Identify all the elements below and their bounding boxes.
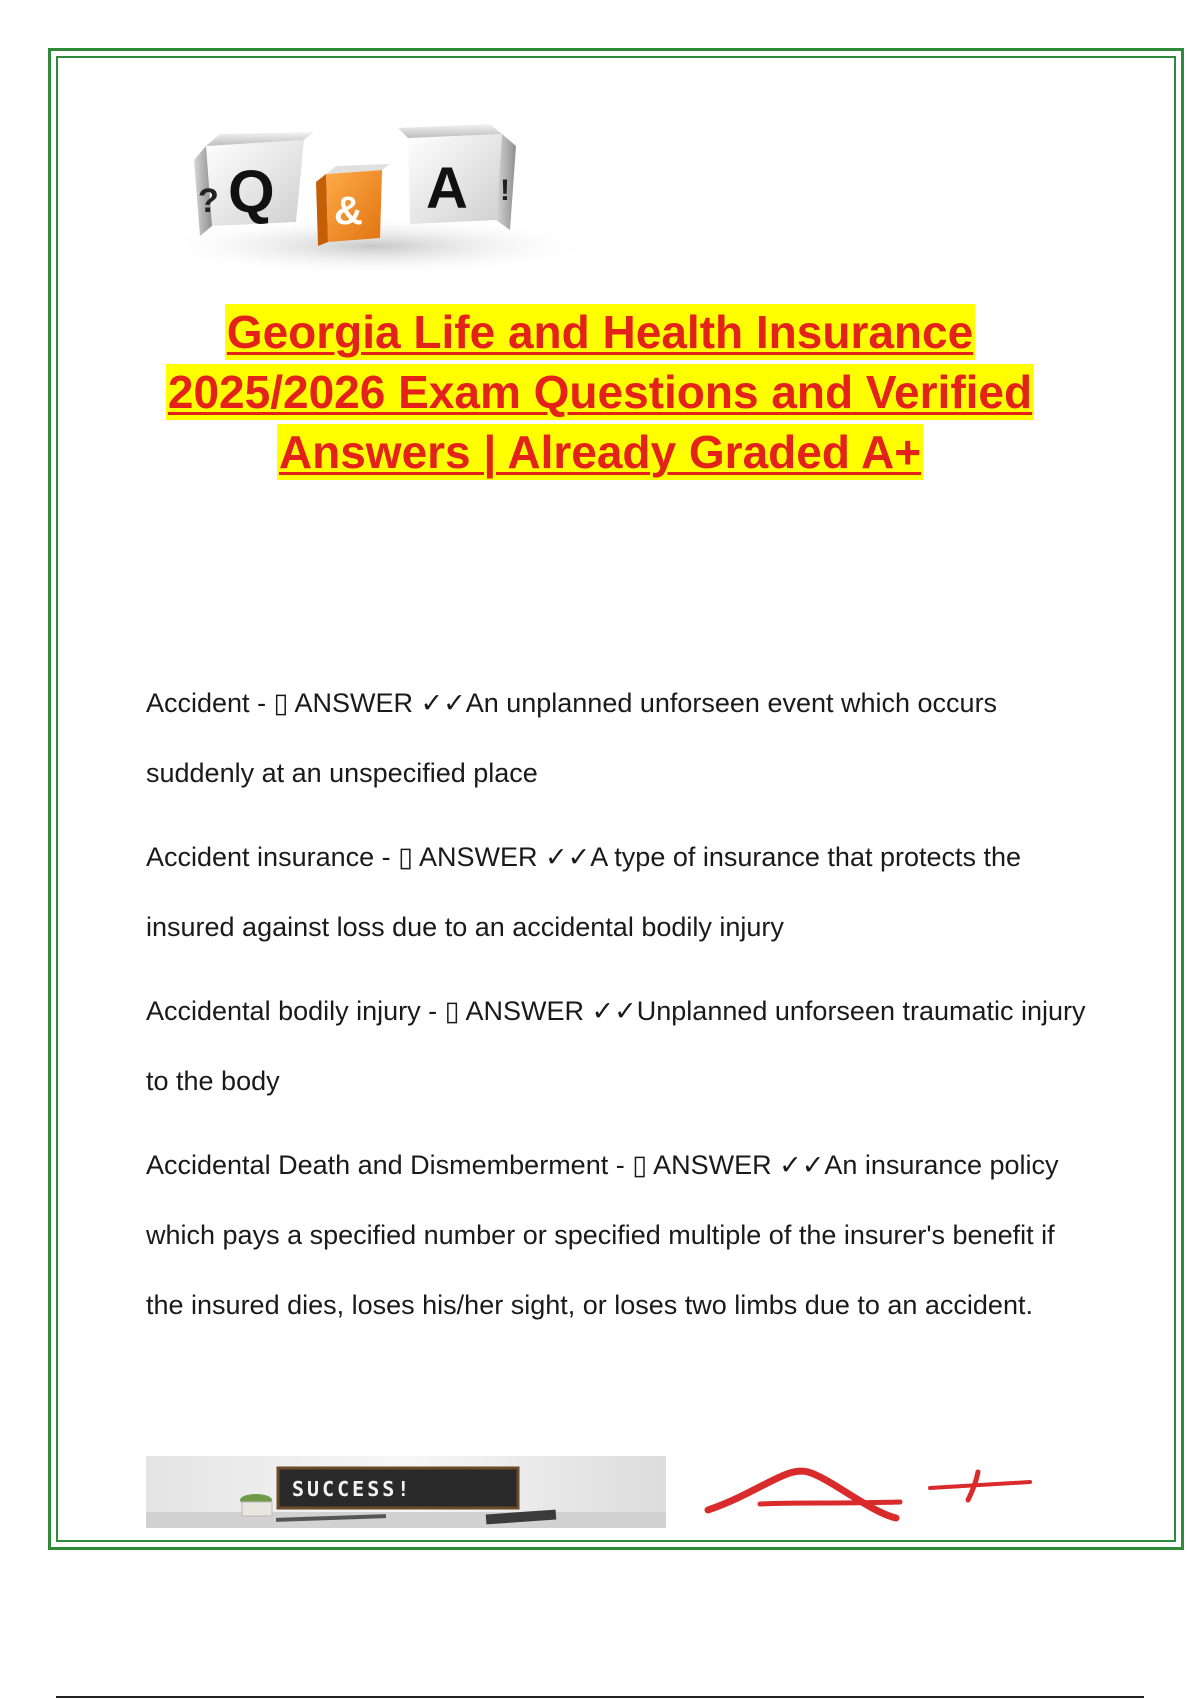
bottom-divider <box>56 1696 1144 1698</box>
die-q <box>194 132 314 236</box>
qa-dice-logo <box>146 96 602 282</box>
title-line-1: Georgia Life and Health Insurance <box>226 306 974 358</box>
title-line-3: Answers | Already Graded A+ <box>278 426 922 478</box>
qa-separator: - ▯ <box>249 688 295 718</box>
qa-term: Accident insurance <box>146 842 375 872</box>
qa-item <box>146 668 1086 808</box>
qa-separator: - ▯ <box>608 1150 654 1180</box>
qa-item <box>146 822 1086 962</box>
die-ampersand <box>316 164 390 246</box>
grade-a-plus-image <box>700 1458 1040 1538</box>
qa-definition: An insurance policy which pays a specified number or specified multiple of the insurer's benefit if the insured dies, loses his/her sight, or loses two limbs due to an accident. <box>146 1150 1059 1320</box>
qa-term: Accidental Death and Dismemberment <box>146 1150 609 1180</box>
qa-list <box>146 668 1086 1354</box>
qa-definition: Unplanned unforseen traumatic injury to the body <box>146 996 1086 1096</box>
success-text: SUCCESS! <box>292 1477 413 1501</box>
qa-item <box>146 976 1086 1116</box>
qa-answer-label: ANSWER ✓✓ <box>419 842 591 872</box>
document-title <box>100 300 1100 480</box>
die-text-question: ? <box>198 182 219 220</box>
success-chalkboard-image <box>146 1456 666 1528</box>
die-text-exclaim: ! <box>500 174 510 207</box>
title-line-2: 2025/2026 Exam Questions and Verified <box>167 366 1033 418</box>
die-text-a: A <box>426 156 468 221</box>
grade-text: A+ <box>700 1458 702 1459</box>
die-text-ampersand: & <box>334 189 363 233</box>
qa-separator: - ▯ <box>374 842 420 872</box>
qa-term: Accidental bodily injury <box>146 996 421 1026</box>
qa-item <box>146 1130 1086 1340</box>
qa-definition: A type of insurance that protects the insured against loss due to an accidental bodily injury <box>146 842 1022 942</box>
die-text-q: Q <box>228 158 275 225</box>
qa-answer-label: ANSWER ✓✓ <box>465 996 637 1026</box>
qa-definition: An unplanned unforseen event which occurs suddenly at an unspecified place <box>146 688 998 788</box>
qa-answer-label: ANSWER ✓✓ <box>653 1150 825 1180</box>
die-a <box>398 124 516 230</box>
qa-separator: - ▯ <box>420 996 466 1026</box>
qa-term: Accident <box>146 688 250 718</box>
qa-answer-label: ANSWER ✓✓ <box>294 688 466 718</box>
